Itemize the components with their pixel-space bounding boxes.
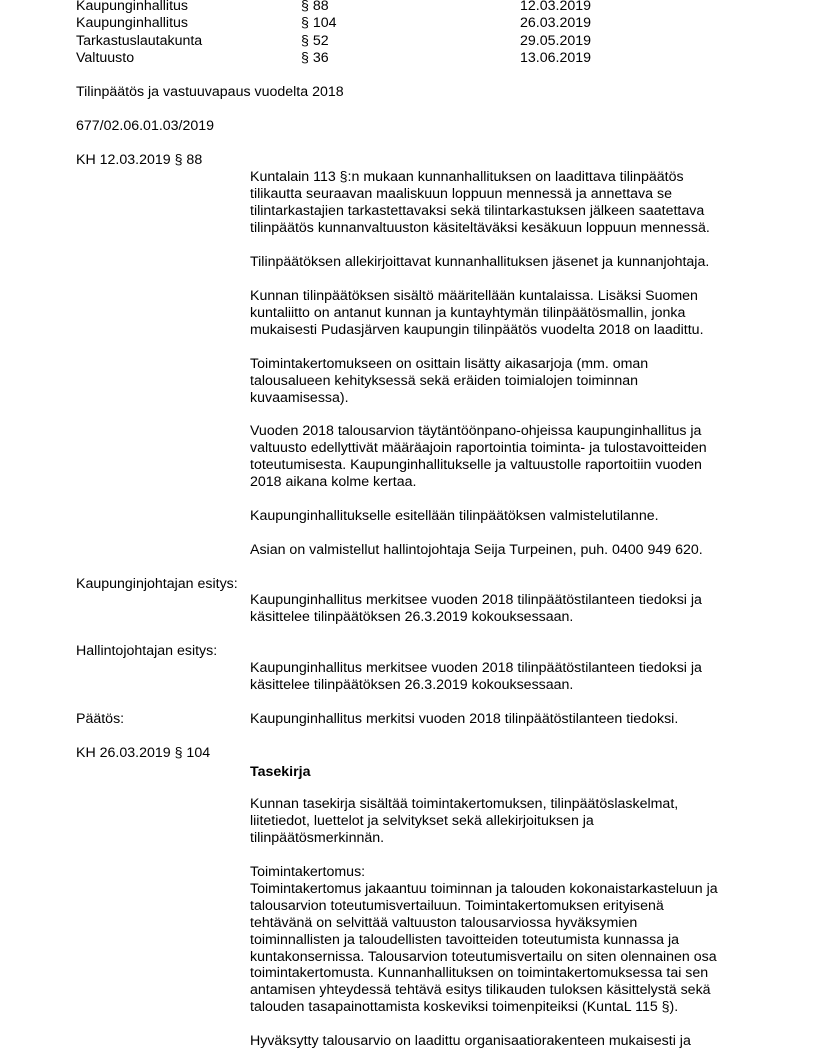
paragraph	[250, 288, 750, 339]
text-line: kuntakonsernissa. Talousarvion toteutumisvertailu on siten olennainen osa	[250, 948, 717, 965]
text-line: Kaupunginhallitus merkitsee vuoden 2018 tilinpäätöstilanteen tiedoksi ja	[250, 592, 702, 608]
proposal-label: Kaupunginjohtajan esitys:	[76, 576, 238, 592]
paragraph	[250, 508, 750, 525]
text-line: talousarvion toteutumisvertailuun. Toimintakertomuksen erityisenä	[250, 897, 664, 914]
text-line: mukaisesti Pudasjärven kaupungin tilinpäätös vuodelta 2018 on laadittu.	[250, 321, 704, 338]
text-line: talousalueen kehityksessä sekä eräiden toimialojen toiminnan	[250, 372, 639, 389]
history-section: § 36	[301, 50, 329, 66]
document-title: Tilinpäätös ja vastuuvapaus vuodelta 2018	[76, 84, 344, 100]
text-line: liitetiedot, luettelot ja selvitykset sekä allekirjoituksen ja	[250, 812, 594, 829]
text-line: Toimintakertomukseen on osittain lisätty aikasarjoja (mm. oman	[250, 356, 649, 372]
text-line: Kunnan tilinpäätöksen sisältö määritellään kuntalaissa. Lisäksi Suomen	[250, 288, 698, 304]
text-line: tilintarkastajien tarkastettavaksi sekä tilintarkastuksen jälkeen saatettava	[250, 202, 705, 219]
section-heading: Tasekirja	[250, 764, 311, 780]
history-body: Valtuusto	[76, 50, 135, 66]
paragraph	[250, 864, 750, 1016]
paragraph	[250, 423, 750, 491]
text-line: Kaupunginhallitukselle esitellään tilinpäätöksen valmistelutilanne.	[250, 508, 659, 524]
paragraph	[250, 542, 750, 559]
history-date: 29.05.2019	[520, 33, 592, 49]
text-line: käsittelee tilinpäätöksen 26.3.2019 kokouksessaan.	[250, 676, 574, 693]
history-body: Tarkastuslautakunta	[76, 33, 203, 49]
paragraph	[250, 356, 750, 407]
history-body: Kaupunginhallitus	[76, 15, 189, 31]
text-line: tilinpäätösmerkinnän.	[250, 829, 385, 846]
text-line: toiminnallisten ja taloudellisten tavoitteiden toteutumista kunnassa ja	[250, 931, 680, 948]
proposal-label: Hallintojohtajan esitys:	[76, 643, 218, 659]
text-line: kuvaamisessa).	[250, 389, 349, 406]
history-section: § 88	[301, 0, 329, 14]
text-line: tilinpäätös kunnanvaltuuston käsiteltäväksi kesäkuun loppuun mennessä.	[250, 219, 710, 236]
text-line: talouden tasapainottamista koskeviksi toimenpiteiksi (KuntaL 115 §).	[250, 999, 679, 1016]
history-date: 12.03.2019	[520, 0, 592, 14]
paragraph	[250, 796, 750, 847]
text-line: Tilinpäätöksen allekirjoittavat kunnanhallituksen jäsenet ja kunnanjohtaja.	[250, 254, 710, 270]
text-line: tilikautta seuraavan maaliskuun loppuun mennessä ja annettava se	[250, 185, 672, 202]
text-line: Vuoden 2018 talousarvion täytäntöönpano-ohjeissa kaupunginhallitus ja	[250, 423, 702, 439]
meeting-label: KH 12.03.2019 § 88	[76, 152, 203, 168]
decision-label: Päätös:	[76, 711, 125, 727]
record-number: 677/02.06.01.03/2019	[76, 118, 215, 134]
subheading: Toimintakertomus:	[250, 864, 366, 880]
text-line: 2018 aikana kolme kertaa.	[250, 473, 417, 490]
text-line: tehtävänä on selvittää valtuuston talousarviossa hyväksymien	[250, 914, 638, 931]
text-line: Asian on valmistellut hallintojohtaja Seija Turpeinen, puh. 0400 949 620.	[250, 542, 703, 558]
history-body: Kaupunginhallitus	[76, 0, 189, 14]
history-section: § 104	[301, 15, 337, 31]
text-line: Kuntalain 113 §:n mukaan kunnanhallituksen on laadittava tilinpäätös	[250, 169, 684, 185]
text-line: Kunnan tasekirja sisältää toimintakertomuksen, tilinpäätöslaskelmat,	[250, 796, 679, 812]
text-line: antamisen yhteydessä tehtävä esitys tilikauden tuloksen käsittelystä sekä	[250, 982, 711, 999]
text-line: Hyväksytty talousarvio on laadittu organisaatiorakenteen mukaisesti ja	[250, 1033, 691, 1049]
paragraph	[250, 254, 750, 271]
history-date: 13.06.2019	[520, 50, 592, 66]
paragraph	[250, 169, 750, 237]
text-line: Kaupunginhallitus merkitsee vuoden 2018 tilinpäätöstilanteen tiedoksi ja	[250, 660, 702, 676]
history-date: 26.03.2019	[520, 15, 592, 31]
proposal-text	[250, 660, 750, 694]
proposal-text	[250, 592, 750, 626]
text-line: kuntaliitto on antanut kunnan ja kuntayhtymän tilinpäätösmallin, jonka	[250, 304, 686, 321]
text-line: toteutumisesta. Kaupunginhallitukselle ja valtuustolle raportoitiin vuoden	[250, 456, 702, 473]
text-line: käsittelee tilinpäätöksen 26.3.2019 kokouksessaan.	[250, 608, 574, 625]
history-section: § 52	[301, 33, 329, 49]
decision-text: Kaupunginhallitus merkitsi vuoden 2018 tilinpäätöstilanteen tiedoksi.	[250, 711, 679, 727]
text-line: toimintakertomusta. Kunnanhallituksen on toimintakertomuksessa tai sen	[250, 965, 709, 982]
text-line: Toimintakertomus jakaantuu toiminnan ja talouden kokonaistarkasteluun ja	[250, 880, 718, 897]
text-line: valtuusto edellyttivät määräajoin raportointia toiminta- ja tulostavoitteiden	[250, 439, 707, 456]
meeting-label: KH 26.03.2019 § 104	[76, 745, 211, 761]
